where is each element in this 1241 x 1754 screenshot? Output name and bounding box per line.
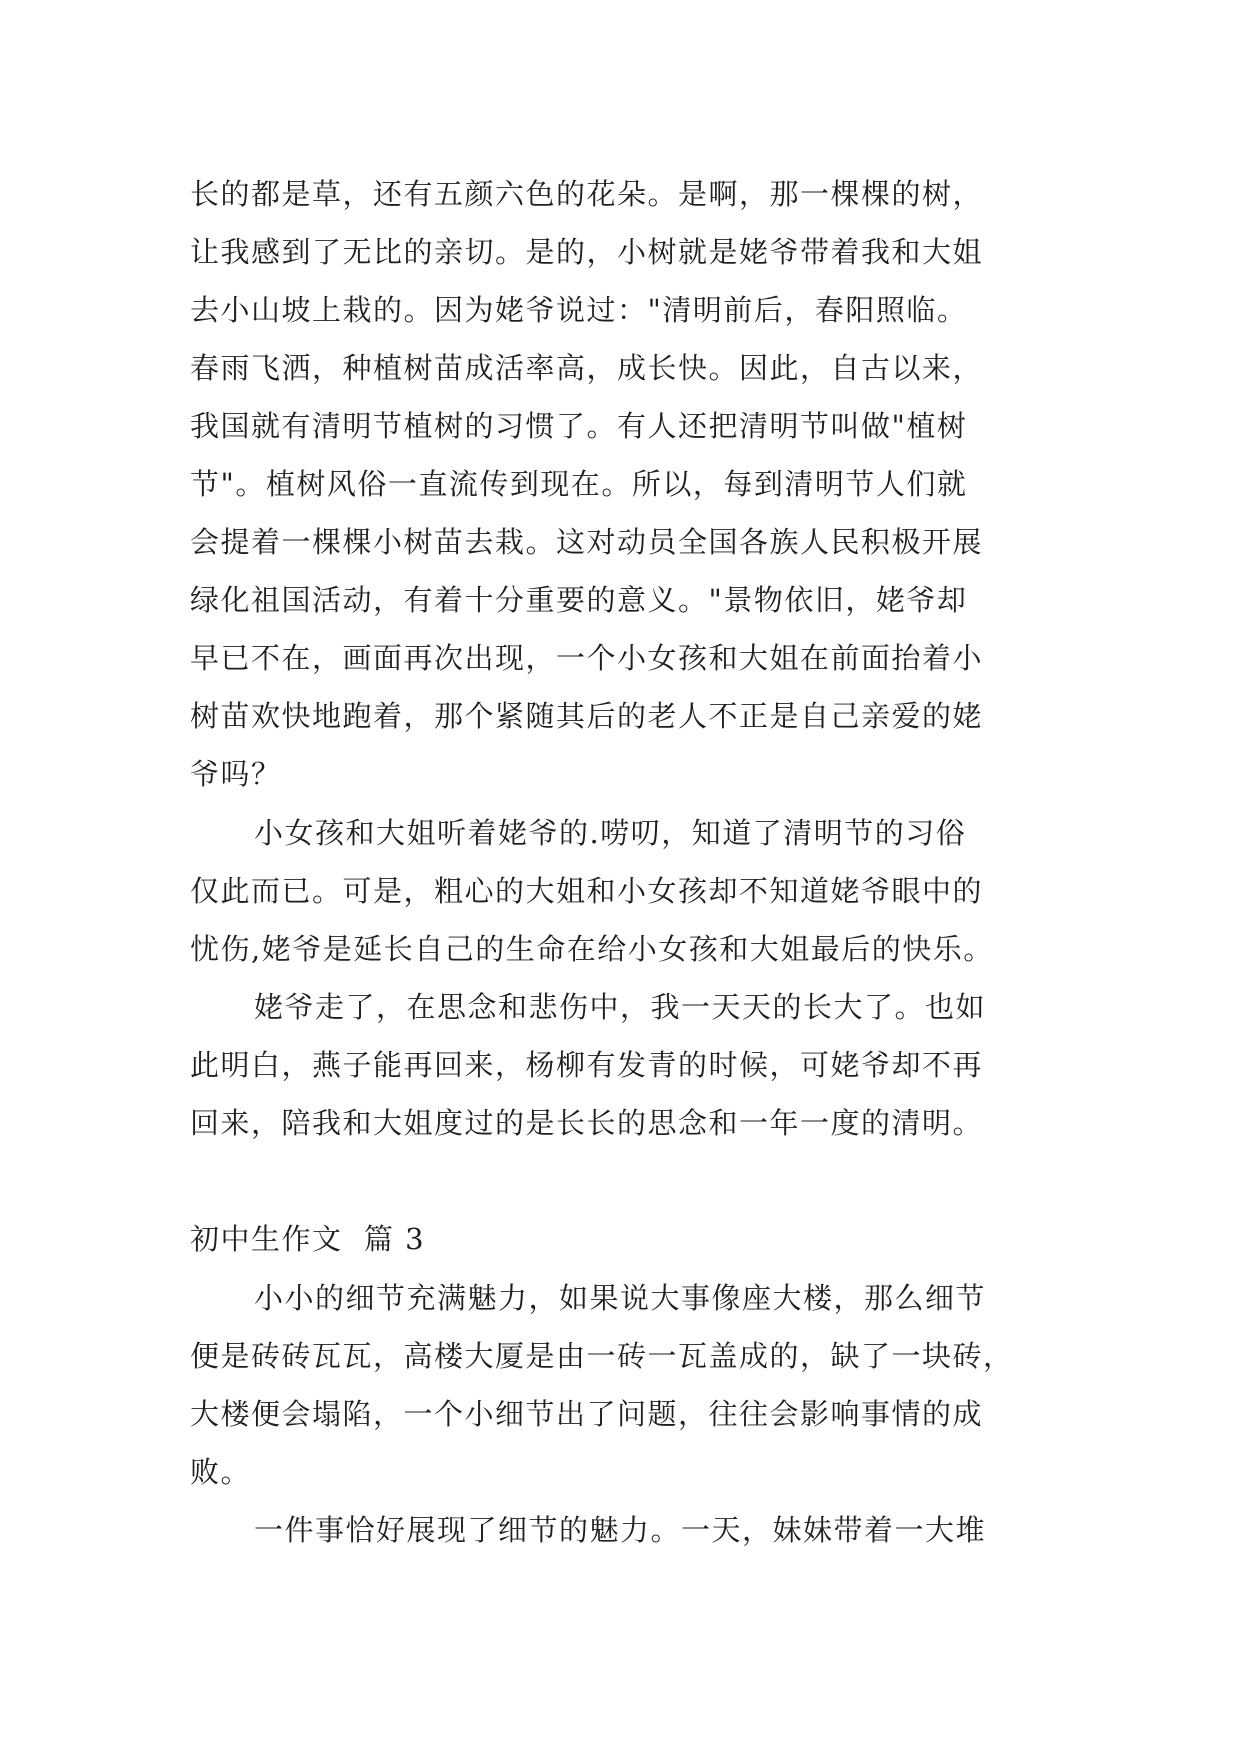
text-line: 长的都是草，还有五颜六色的花朵。是啊，那一棵棵的树， <box>190 177 984 211</box>
text-line: 我国就有清明节植树的习惯了。有人还把清明节叫做"植树 <box>190 409 968 443</box>
text-line: 便是砖砖瓦瓦，高楼大厦是由一砖一瓦盖成的，缺了一块砖， <box>190 1339 1014 1373</box>
text-line: 小小的细节充满魅力，如果说大事像座大楼，那么细节 <box>254 1281 987 1315</box>
text-line: 回来，陪我和大姐度过的是长长的思念和一年一度的清明。 <box>190 1106 984 1140</box>
paragraph-grandpa-nagging <box>190 804 1070 978</box>
text-line: 大楼便会塌陷，一个小细节出了问题，往往会影响事情的成 <box>190 1397 984 1431</box>
text-line: 树苗欢快地跑着，那个紧随其后的老人不正是自己亲爱的姥 <box>190 699 984 733</box>
text-line: 会提着一棵棵小树苗去栽。这对动员全国各族人民积极开展 <box>190 525 984 559</box>
text-line: 去小山坡上栽的。因为姥爷说过："清明前后，春阳照临。 <box>190 293 968 327</box>
text-line: 此明白，燕子能再回来，杨柳有发青的时候，可姥爷却不再 <box>190 1048 984 1082</box>
text-line: 小女孩和大姐听着姥爷的.唠叨，知道了清明节的习俗 <box>254 816 967 850</box>
paragraph-grandpa-gone <box>190 978 1070 1152</box>
text-line: 忧伤,姥爷是延长自己的生命在给小女孩和大姐最后的快乐。 <box>190 932 994 966</box>
text-line: 早已不在，画面再次出现，一个小女孩和大姐在前面抬着小 <box>190 641 984 675</box>
text-line: 节"。植树风俗一直流传到现在。所以，每到清明节人们就 <box>190 467 968 501</box>
paragraph-sister-story <box>190 1501 1070 1559</box>
paragraph-details-charm <box>190 1269 1070 1501</box>
text-line: 爷吗？ <box>190 757 282 791</box>
text-line: 一件事恰好展现了细节的魅力。一天，妹妹带着一大堆 <box>254 1513 987 1547</box>
text-line: 春雨飞洒，种植树苗成活率高，成长快。因此，自古以来， <box>190 351 984 385</box>
text-line: 败。 <box>190 1455 252 1489</box>
text-line: 姥爷走了，在思念和悲伤中，我一天天的长大了。也如 <box>254 990 987 1024</box>
continuation-paragraph <box>190 165 1070 803</box>
text-line: 绿化祖国活动，有着十分重要的意义。"景物依旧，姥爷却 <box>190 583 968 617</box>
text-line: 让我感到了无比的亲切。是的，小树就是姥爷带着我和大姐 <box>190 235 984 269</box>
section-heading <box>190 1210 1070 1268</box>
section-heading-text: 初中生作文 篇 3 <box>190 1222 426 1256</box>
text-line: 仅此而已。可是，粗心的大姐和小女孩却不知道姥爷眼中的 <box>190 874 984 908</box>
